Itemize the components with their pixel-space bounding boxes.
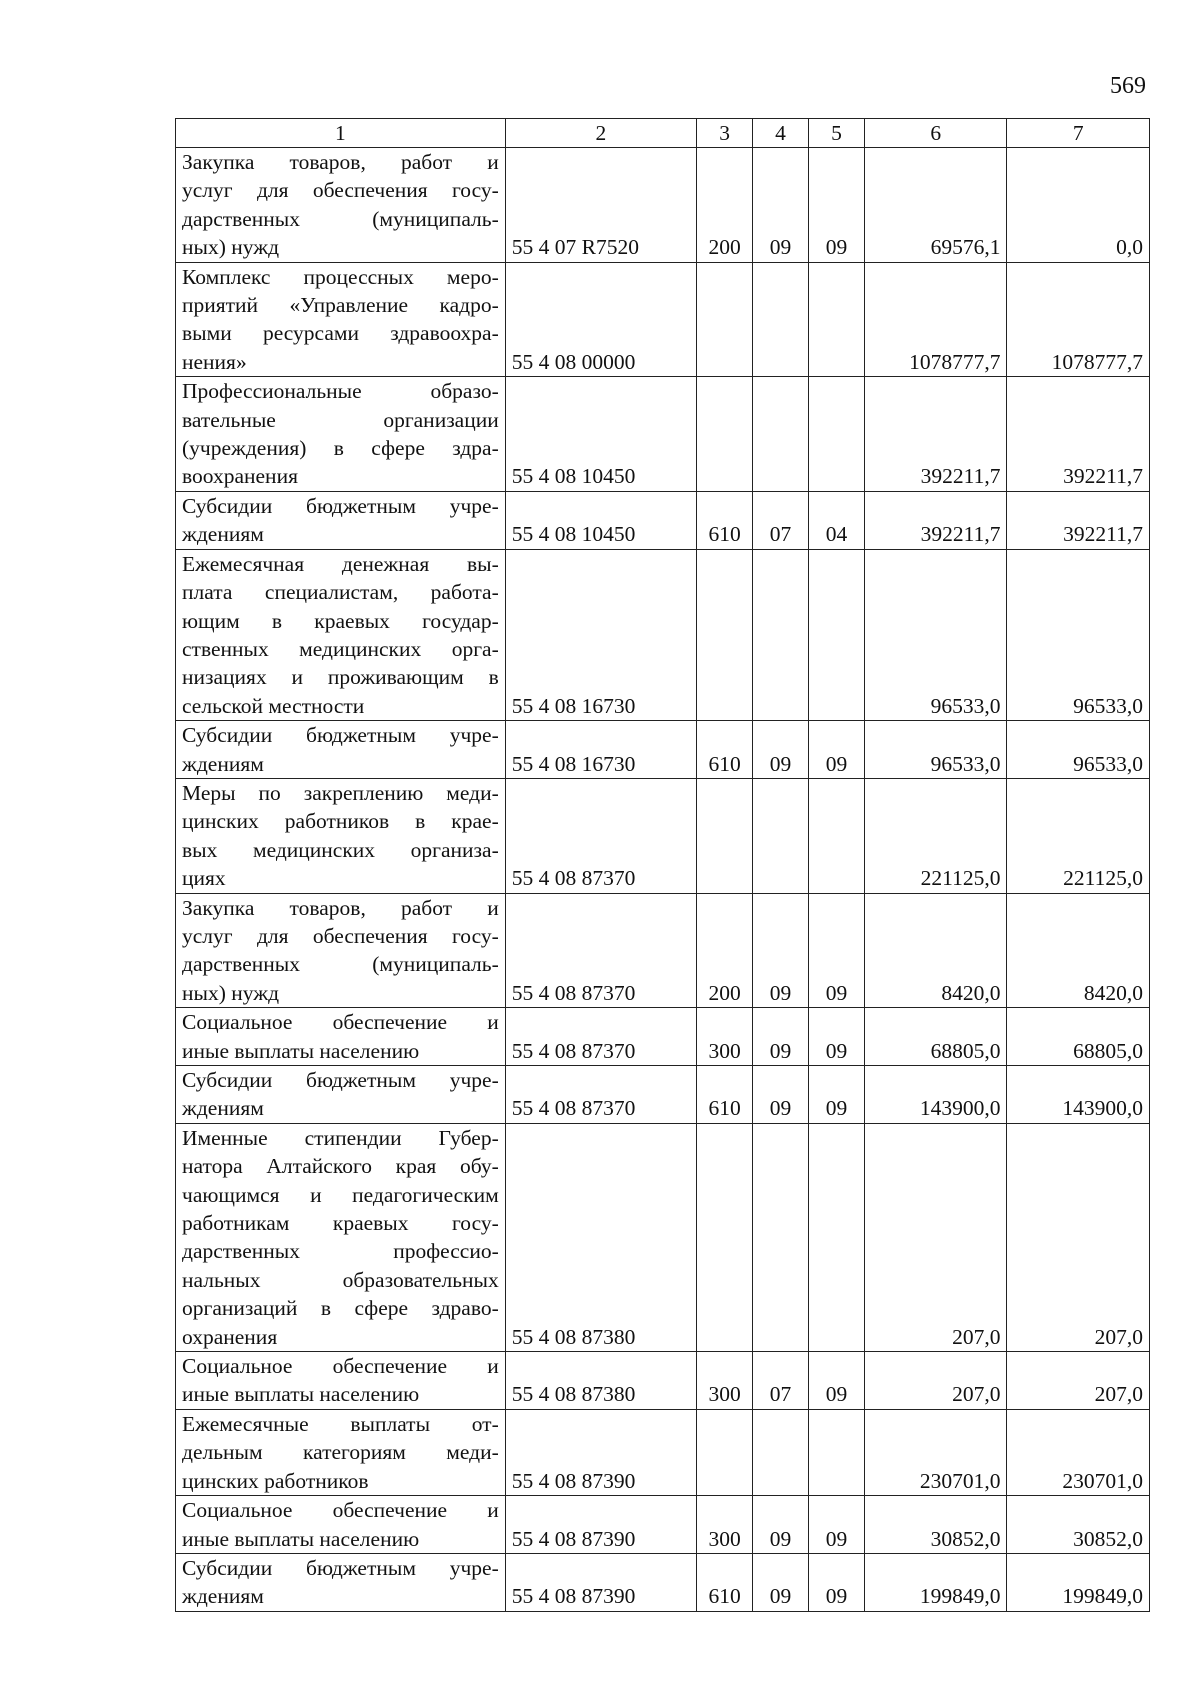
row-name-line: ждениям	[182, 751, 264, 776]
row-col4-cell	[753, 262, 809, 377]
row-col7-cell: 230701,0	[1007, 1409, 1150, 1495]
row-col6-cell: 207,0	[864, 1352, 1006, 1410]
row-col3-cell: 300	[697, 1496, 753, 1554]
row-name-cell	[176, 1409, 506, 1495]
row-col7-cell: 96533,0	[1007, 549, 1150, 720]
row-col5-cell	[809, 778, 865, 893]
page-number: 569	[1110, 73, 1146, 99]
row-name-line: (учреждения) в сфере здра-	[182, 436, 499, 461]
row-name-line: выми ресурсами здравоохра-	[182, 321, 499, 346]
table-row	[176, 1553, 1150, 1611]
table-row	[176, 1066, 1150, 1124]
row-name-cell	[176, 893, 506, 1008]
row-code-cell: 55 4 08 87370	[505, 1066, 696, 1124]
row-col6-cell: 392211,7	[864, 491, 1006, 549]
row-name-line: услуг для обеспечения госу-	[182, 178, 499, 203]
row-name-line: дарственных профессио-	[182, 1239, 499, 1264]
row-code-cell: 55 4 07 R7520	[505, 148, 696, 263]
table-row	[176, 549, 1150, 720]
row-col5-cell: 04	[809, 491, 865, 549]
row-col3-cell	[697, 778, 753, 893]
row-col3-cell: 200	[697, 148, 753, 263]
row-col7-cell: 8420,0	[1007, 893, 1150, 1008]
row-code-cell: 55 4 08 00000	[505, 262, 696, 377]
row-col7-cell: 1078777,7	[1007, 262, 1150, 377]
row-col3-cell	[697, 1123, 753, 1351]
row-col7-cell: 68805,0	[1007, 1008, 1150, 1066]
row-name-line: низациях и проживающим в	[182, 665, 499, 690]
row-col5-cell	[809, 262, 865, 377]
row-col6-cell: 30852,0	[864, 1496, 1006, 1554]
row-name-line: охранения	[182, 1324, 278, 1349]
row-col4-cell: 09	[753, 148, 809, 263]
row-name-line: Меры по закреплению меди-	[182, 780, 499, 805]
row-col7-cell: 0,0	[1007, 148, 1150, 263]
column-header: 3	[697, 119, 753, 148]
row-name-line: Ежемесячные выплаты от-	[182, 1411, 499, 1436]
row-name-line: циях	[182, 866, 226, 891]
row-code-cell: 55 4 08 10450	[505, 377, 696, 492]
row-col3-cell: 610	[697, 491, 753, 549]
row-col5-cell: 09	[809, 1066, 865, 1124]
row-col4-cell: 07	[753, 1352, 809, 1410]
row-col4-cell	[753, 778, 809, 893]
table-row	[176, 148, 1150, 263]
row-name-cell	[176, 148, 506, 263]
row-col6-cell: 230701,0	[864, 1409, 1006, 1495]
row-col3-cell: 200	[697, 893, 753, 1008]
row-col4-cell	[753, 549, 809, 720]
row-name-line: цинских работников в крае-	[182, 809, 499, 834]
row-name-line: цинских работников	[182, 1468, 369, 1493]
row-col3-cell: 610	[697, 721, 753, 779]
row-col7-cell: 207,0	[1007, 1352, 1150, 1410]
row-code-cell: 55 4 08 87380	[505, 1352, 696, 1410]
row-name-line: ных) нужд	[182, 980, 280, 1005]
row-code-cell: 55 4 08 87390	[505, 1496, 696, 1554]
row-col3-cell: 610	[697, 1553, 753, 1611]
row-code-cell: 55 4 08 87380	[505, 1123, 696, 1351]
row-col5-cell: 09	[809, 1496, 865, 1554]
row-col4-cell: 09	[753, 721, 809, 779]
row-name-line: нения»	[182, 349, 247, 374]
row-col6-cell: 68805,0	[864, 1008, 1006, 1066]
row-name-line: приятий «Управление кадро-	[182, 293, 499, 318]
row-name-line: Закупка товаров, работ и	[182, 150, 499, 174]
row-name-line: ющим в краевых государ-	[182, 608, 499, 633]
row-code-cell: 55 4 08 87370	[505, 893, 696, 1008]
row-name-line: Именные стипендии Губер-	[182, 1125, 499, 1150]
budget-table	[175, 118, 1150, 1612]
row-col6-cell: 143900,0	[864, 1066, 1006, 1124]
row-col3-cell	[697, 1409, 753, 1495]
row-col6-cell: 96533,0	[864, 721, 1006, 779]
table-row	[176, 721, 1150, 779]
row-col5-cell: 09	[809, 1553, 865, 1611]
column-header: 6	[864, 119, 1006, 148]
row-code-cell: 55 4 08 10450	[505, 491, 696, 549]
row-name-cell	[176, 262, 506, 377]
row-name-line: Ежемесячная денежная вы-	[182, 551, 499, 576]
row-name-cell	[176, 1123, 506, 1351]
row-col7-cell: 221125,0	[1007, 778, 1150, 893]
row-name-line: нальных образовательных	[182, 1267, 499, 1292]
row-name-cell	[176, 1066, 506, 1124]
row-col5-cell	[809, 549, 865, 720]
row-col5-cell	[809, 1409, 865, 1495]
row-name-line: сельской местности	[182, 693, 365, 718]
row-name-line: иные выплаты населению	[182, 1038, 420, 1063]
row-code-cell: 55 4 08 16730	[505, 721, 696, 779]
table-row	[176, 377, 1150, 492]
row-code-cell: 55 4 08 87390	[505, 1409, 696, 1495]
row-name-line: Субсидии бюджетным учре-	[182, 1555, 499, 1580]
row-col3-cell: 300	[697, 1352, 753, 1410]
row-col3-cell	[697, 377, 753, 492]
row-name-line: иные выплаты населению	[182, 1382, 420, 1407]
column-header: 7	[1007, 119, 1150, 148]
row-col5-cell: 09	[809, 1008, 865, 1066]
table-body	[176, 148, 1150, 1612]
column-header: 4	[753, 119, 809, 148]
column-header: 1	[176, 119, 506, 148]
row-name-cell	[176, 1352, 506, 1410]
row-name-line: воохранения	[182, 464, 298, 489]
row-name-line: дарственных (муниципаль-	[182, 952, 499, 977]
row-col3-cell	[697, 549, 753, 720]
row-name-line: организаций в сфере здраво-	[182, 1296, 499, 1321]
row-name-cell	[176, 778, 506, 893]
header-row	[176, 119, 1150, 148]
row-col7-cell: 199849,0	[1007, 1553, 1150, 1611]
row-col7-cell: 392211,7	[1007, 491, 1150, 549]
row-name-line: ждениям	[182, 1096, 264, 1121]
row-name-line: Социальное обеспечение и	[182, 1010, 499, 1035]
row-name-cell	[176, 1008, 506, 1066]
table-row	[176, 262, 1150, 377]
table-row	[176, 491, 1150, 549]
row-name-line: Социальное обеспечение и	[182, 1354, 499, 1379]
row-col6-cell: 221125,0	[864, 778, 1006, 893]
row-name-line: Субсидии бюджетным учре-	[182, 723, 499, 748]
row-col4-cell	[753, 1409, 809, 1495]
row-col4-cell: 09	[753, 893, 809, 1008]
row-name-line: Профессиональные образо-	[182, 379, 499, 404]
table-row	[176, 778, 1150, 893]
row-col3-cell	[697, 262, 753, 377]
row-name-line: дельным категориям меди-	[182, 1440, 499, 1465]
row-name-line: ственных медицинских орга-	[182, 636, 499, 661]
row-name-line: чающимся и педагогическим	[182, 1182, 499, 1207]
row-name-cell	[176, 549, 506, 720]
row-col5-cell	[809, 377, 865, 492]
row-col5-cell	[809, 1123, 865, 1351]
column-header: 2	[505, 119, 696, 148]
row-name-line: Комплекс процессных меро-	[182, 264, 499, 289]
row-name-line: работникам краевых госу-	[182, 1211, 499, 1236]
row-col7-cell: 30852,0	[1007, 1496, 1150, 1554]
table-row	[176, 1008, 1150, 1066]
row-col6-cell: 207,0	[864, 1123, 1006, 1351]
row-name-line: ных) нужд	[182, 235, 280, 260]
row-col4-cell: 09	[753, 1008, 809, 1066]
row-col4-cell: 09	[753, 1066, 809, 1124]
row-code-cell: 55 4 08 87370	[505, 778, 696, 893]
row-name-cell	[176, 1553, 506, 1611]
row-name-line: натора Алтайского края обу-	[182, 1154, 499, 1179]
row-col6-cell: 96533,0	[864, 549, 1006, 720]
row-col6-cell: 392211,7	[864, 377, 1006, 492]
row-col4-cell: 07	[753, 491, 809, 549]
table-row	[176, 1123, 1150, 1351]
row-col4-cell: 09	[753, 1496, 809, 1554]
row-col7-cell: 143900,0	[1007, 1066, 1150, 1124]
row-name-line: Социальное обеспечение и	[182, 1498, 499, 1523]
table-row	[176, 893, 1150, 1008]
column-header: 5	[809, 119, 865, 148]
row-name-line: вательные организации	[182, 407, 499, 432]
row-col6-cell: 69576,1	[864, 148, 1006, 263]
row-name-line: плата специалистам, работа-	[182, 580, 499, 605]
row-name-line: Субсидии бюджетным учре-	[182, 493, 499, 518]
row-col6-cell: 1078777,7	[864, 262, 1006, 377]
row-name-line: ждениям	[182, 1584, 264, 1609]
row-name-line: ждениям	[182, 522, 264, 547]
row-name-line: Закупка товаров, работ и	[182, 895, 499, 920]
row-col4-cell: 09	[753, 1553, 809, 1611]
row-col3-cell: 610	[697, 1066, 753, 1124]
row-col6-cell: 199849,0	[864, 1553, 1006, 1611]
row-name-cell	[176, 491, 506, 549]
row-col7-cell: 207,0	[1007, 1123, 1150, 1351]
row-col7-cell: 96533,0	[1007, 721, 1150, 779]
table-row	[176, 1409, 1150, 1495]
row-col7-cell: 392211,7	[1007, 377, 1150, 492]
row-code-cell: 55 4 08 16730	[505, 549, 696, 720]
row-col5-cell: 09	[809, 721, 865, 779]
row-name-line: дарственных (муниципаль-	[182, 206, 499, 231]
row-code-cell: 55 4 08 87390	[505, 1553, 696, 1611]
row-col5-cell: 09	[809, 1352, 865, 1410]
row-col3-cell: 300	[697, 1008, 753, 1066]
row-col5-cell: 09	[809, 893, 865, 1008]
row-col4-cell	[753, 377, 809, 492]
row-code-cell: 55 4 08 87370	[505, 1008, 696, 1066]
row-col6-cell: 8420,0	[864, 893, 1006, 1008]
table-row	[176, 1352, 1150, 1410]
row-name-cell	[176, 377, 506, 492]
row-name-line: иные выплаты населению	[182, 1526, 420, 1551]
row-name-line: Субсидии бюджетным учре-	[182, 1068, 499, 1092]
row-name-cell	[176, 721, 506, 779]
table-row	[176, 1496, 1150, 1554]
row-col5-cell: 09	[809, 148, 865, 263]
row-col4-cell	[753, 1123, 809, 1351]
row-name-cell	[176, 1496, 506, 1554]
row-name-line: вых медицинских организа-	[182, 837, 499, 862]
row-name-line: услуг для обеспечения госу-	[182, 923, 499, 948]
